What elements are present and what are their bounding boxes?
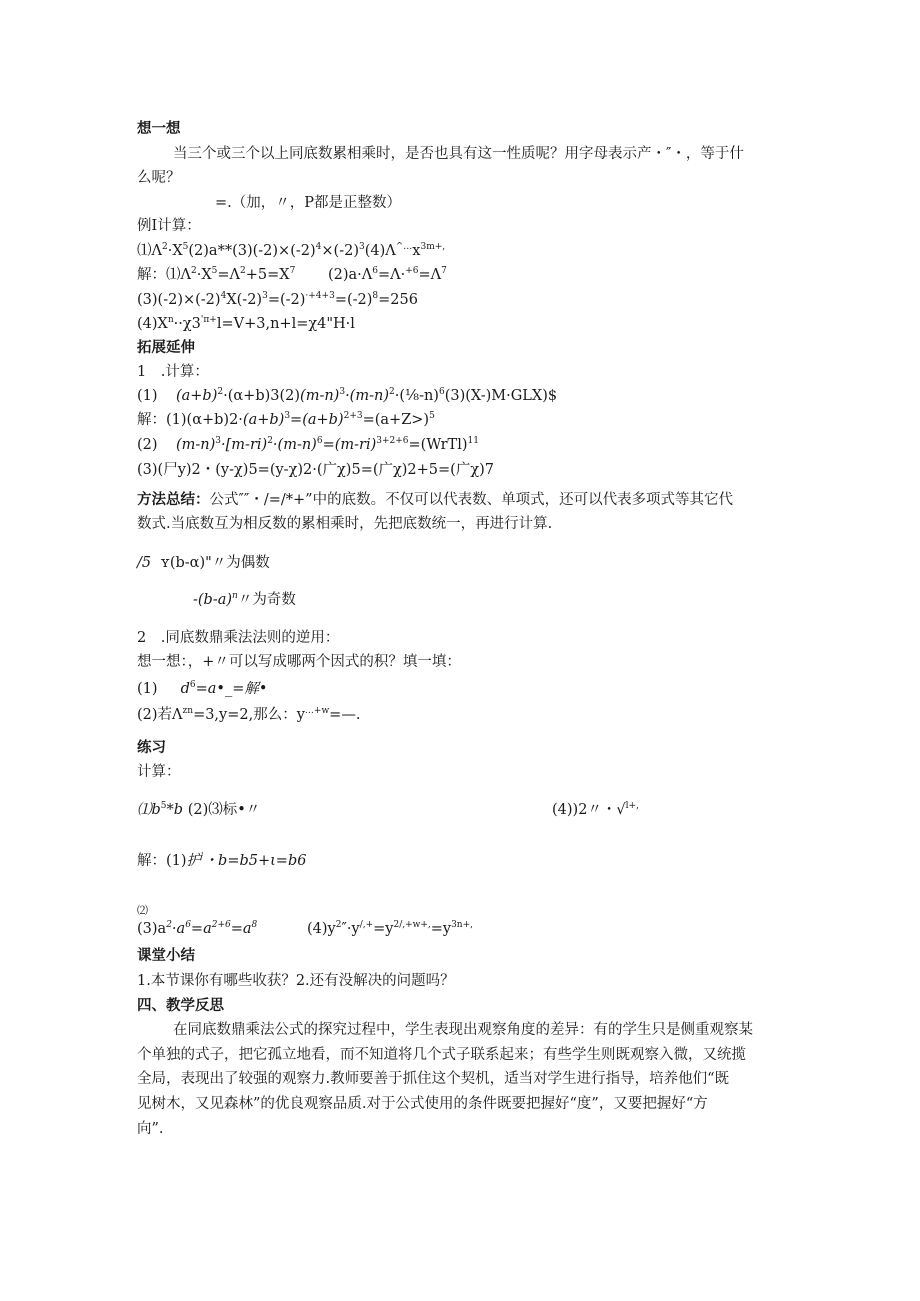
practice-question-4: (4))2〃・√$^{l+,}$ bbox=[552, 801, 639, 818]
heading-think: 想一想 bbox=[137, 121, 181, 137]
fill-line-1: (1) $d^6=a•\_=$解• bbox=[137, 680, 268, 697]
calc-answer-1: 解：$(1)(\alpha+b)2\cdot(a+b)^3=(a+b)^{2+3}=(a+Z>)^5$ bbox=[137, 411, 435, 428]
paragraph-line: 当三个或三个以上同底数累相乘时，是否也具有这一性质呢？用字母表示产・″・，等于什 bbox=[173, 146, 744, 162]
calc-label: 计算： bbox=[137, 764, 181, 780]
calc-answer-3: (3)(尸y)2・(y-χ)5=(y-χ)2·(广χ)5=(广χ)2+5=(广χ)7 bbox=[137, 462, 495, 478]
heading-practice: 练习 bbox=[137, 740, 166, 756]
reflection-line: 全局，表现出了较强的观察力.教师要善于抓住这个契机，适当对学生进行指导，培养他们“既 bbox=[137, 1071, 730, 1087]
practice-answer-3: $(3)a^2\cdot a^6=a^{2+6}=a^8$ bbox=[137, 920, 258, 937]
practice-answer-4: $(4)y^2''\cdot y^{/,+}=y^{2/,+w+,}=y^{3n+,}$ bbox=[307, 920, 474, 937]
practice-question-1: $⑴b^5*b$ (2)⑶标•〃 bbox=[137, 801, 261, 818]
calc-answer-2: (2) $(m-n)^3\cdot[m-ri)^2\cdot(m-n)^6=(m-ri)^{3+2+6}=(WrTl)^{11}$ bbox=[137, 436, 479, 453]
method-summary: 方法总结：公式″″・/=/*+”中的底数。不仅可以代表数、单项式，还可以代表多项式等其它代 bbox=[137, 492, 734, 508]
case-odd: $-(b-a)^n$〃为奇数 bbox=[193, 591, 296, 608]
paragraph-line: 么呢？ bbox=[137, 170, 181, 186]
heading-reflection: 四、教学反思 bbox=[137, 998, 224, 1014]
think-line: 想一想：，+〃可以写成哪两个因式的积？填一填： bbox=[137, 654, 461, 670]
heading-extension: 拓展延伸 bbox=[137, 340, 195, 356]
practice-answer-2: ⑵ bbox=[137, 904, 148, 917]
calc-question: (1) $(a+b)^2\cdot(\alpha+b)3(2)(m-n)^3\cdot(m-n)^2\cdot(\frac{1}{8}-n)^6(3)(X-)M\cdot GLX)\$$ bbox=[137, 387, 558, 404]
example-question: $⑴\Lambda^2\cdot X^5(2)a**(3)(-2)\times(-2)^4\times(-2)^3(4)\Lambda^{\^{}\dots}x^{3m+,}$ bbox=[137, 242, 446, 259]
reflection-line: 见树木，又见森林”的优良观察品质.对于公式使用的条件既要把握好“度”，又要把握好“方 bbox=[137, 1096, 708, 1112]
item-1-title: 1 .计算： bbox=[137, 364, 209, 380]
method-summary-cont: 数式.当底数互为相反数的累相乘时，先把底数统一，再进行计算. bbox=[137, 516, 553, 532]
formula-line: =.（加，〃，P都是正整数） bbox=[215, 195, 402, 211]
solution-line-2: $(2)a\cdot\Lambda^6=\Lambda\cdot^{+6}=\Lambda^7$ bbox=[328, 266, 447, 283]
item-2-title: 2 .同底数鼎乘法法则的逆用： bbox=[137, 630, 340, 646]
reflection-line: 个单独的式子，把它孤立地看，而不知道将几个式子联系起来；有些学生则既观察入微，又统揽 bbox=[137, 1047, 746, 1063]
case-even: /5 ʏ(b-α)"〃为偶数 bbox=[137, 555, 270, 571]
example-title: 例I计算： bbox=[137, 218, 201, 234]
solution-line-4: $(4)X^n\cdot\cdot\chi 3^{'\pi+}l=V+3,n+l=\chi 4"H\cdot l$ bbox=[137, 315, 355, 332]
reflection-line: 向”. bbox=[137, 1121, 164, 1137]
solution-line-3: $(3)(-2)\times(-2)^4X(-2)^3=(-2)^{\cdot+4+3}=(-2)^8=256$ bbox=[137, 291, 418, 308]
solution-line-1: 解：$⑴\Lambda^2\cdot X^5=\Lambda^2+5=X^7$ bbox=[137, 266, 296, 283]
practice-answer-1: 解：(1)护'・b=b5+ι=b6 bbox=[137, 852, 307, 869]
fill-line-2: (2)若$\Lambda^{zn}=3,y=2$,那么：$y^{\dots+w}=—$. bbox=[137, 706, 361, 723]
summary-text: 1.本节课你有哪些收获？2.还有没解决的问题吗？ bbox=[137, 973, 455, 989]
heading-summary: 课堂小结 bbox=[137, 948, 195, 964]
reflection-line: 在同底数鼎乘法公式的探究过程中，学生表现出观察角度的差异：有的学生只是侧重观察某 bbox=[173, 1022, 753, 1038]
